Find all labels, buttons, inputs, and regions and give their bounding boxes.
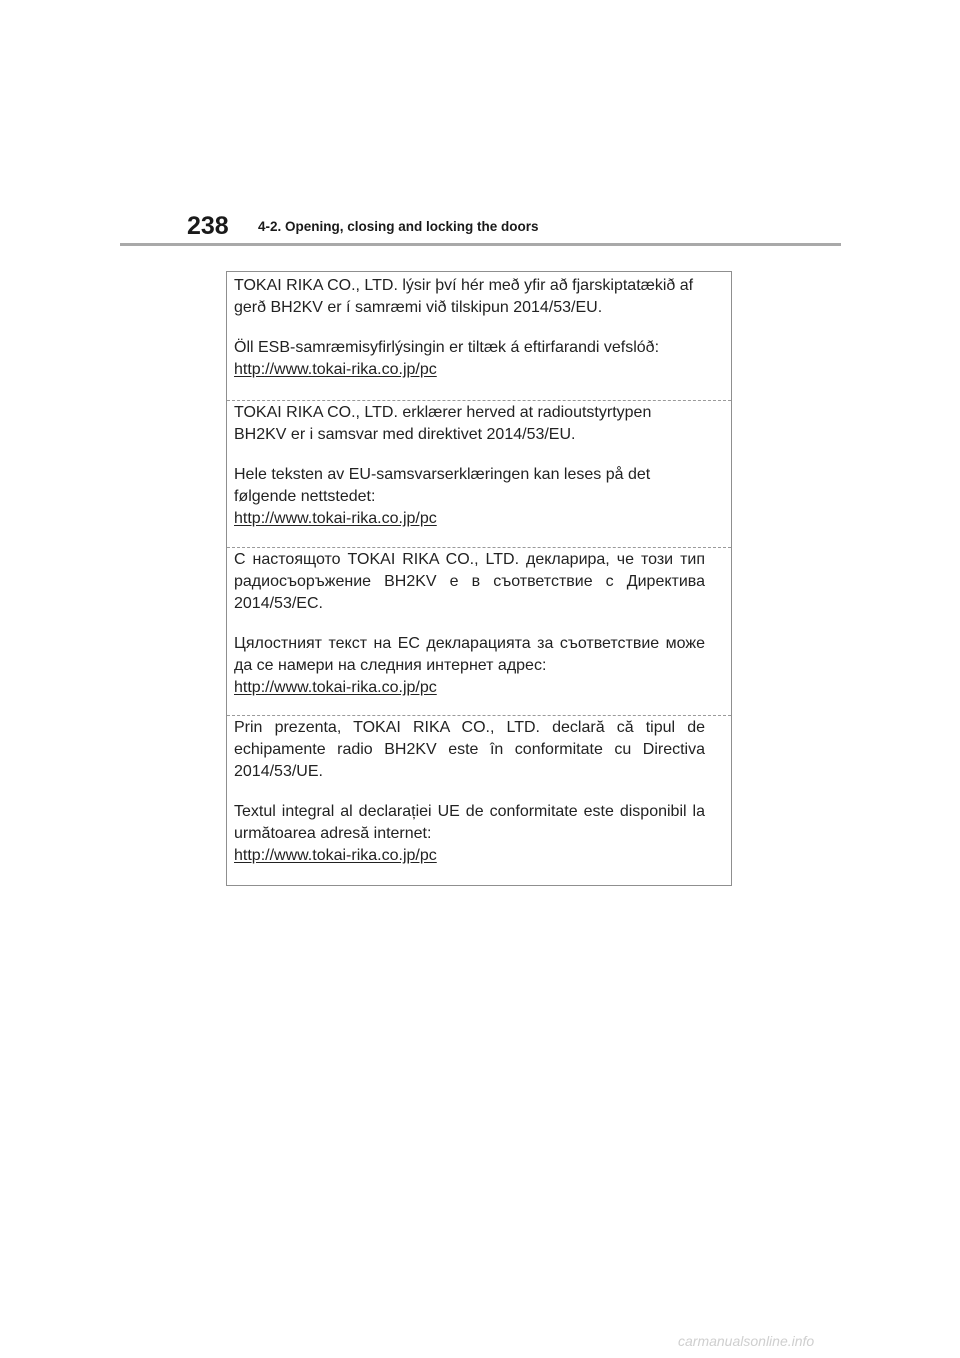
declaration-availability: Öll ESB-samræmisyfirlýsingin er tiltæk á eftirfarandi vefslóð:: [234, 339, 660, 356]
declaration-statement: TOKAI RIKA CO., LTD. lýsir því hér með yfir að fjarskiptatækið af gerð BH2KV er í samræmi við tilskipun 2014/53/EU.: [234, 277, 694, 316]
watermark: carmanualsonline.info: [678, 1333, 815, 1349]
declaration-link[interactable]: http://www.tokai-rika.co.jp/pc: [234, 847, 437, 864]
header-divider: [120, 243, 841, 246]
declaration-link[interactable]: http://www.tokai-rika.co.jp/pc: [234, 679, 437, 696]
declaration-box: [226, 271, 732, 886]
declaration-romanian: [227, 715, 731, 867]
page-number: 238: [187, 212, 229, 240]
declaration-bulgarian: [227, 547, 731, 699]
declaration-statement: Prin prezenta, TOKAI RIKA CO., LTD. declară că tipul de echipamente radio BH2KV este în conformitate cu Directiva 2014/53/UE.: [234, 719, 705, 780]
declaration-statement: TOKAI RIKA CO., LTD. erklærer herved at radioutstyrtypen BH2KV er i samsvar med direktivet 2014/53/EU.: [234, 404, 652, 443]
section-title: 4-2. Opening, closing and locking the doors: [258, 219, 539, 234]
declaration-statement: С настоящото TOKAI RIKA CO., LTD. декларира, че този тип радиосъоръжение BH2KV е в съответствие с Директива 2014/53/ЕС.: [234, 551, 705, 612]
declaration-availability: Textul integral al declarației UE de conformitate este disponibil la următoarea adresă internet:: [234, 803, 705, 842]
declaration-icelandic: [227, 275, 731, 381]
declaration-availability: Hele teksten av EU-samsvarserklæringen kan leses på det følgende nettstedet:: [234, 466, 651, 505]
declaration-link[interactable]: http://www.tokai-rika.co.jp/pc: [234, 361, 437, 378]
declaration-link[interactable]: http://www.tokai-rika.co.jp/pc: [234, 510, 437, 527]
declaration-availability: Цялостният текст на ЕС декларацията за съответствие може да се намери на следния интернет адрес:: [234, 635, 705, 674]
declaration-norwegian: [227, 400, 731, 530]
